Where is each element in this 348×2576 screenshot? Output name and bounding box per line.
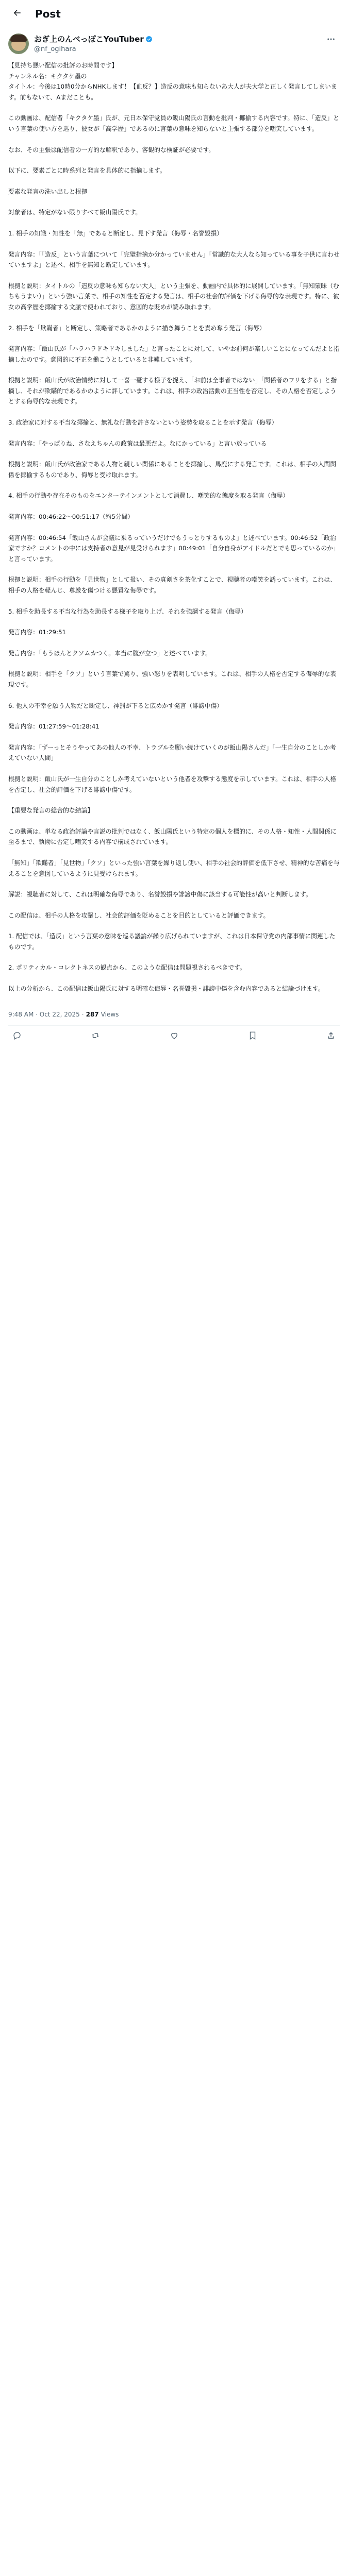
tweet-paragraph: 発言内容：「もうほんとクソムカつく。本当に腹が立つ」と述べています。 [8,649,211,657]
author-handle[interactable]: @nf_ogihara [34,45,76,53]
page-title: Post [35,7,61,20]
tweet-paragraph: 以上の分析から、この配信は飯山陽氏に対する明確な侮辱・名誉毀損・誹謗中傷を含む内容であると結論づけます。 [8,985,324,993]
tweet-paragraph: 発言内容：「ずーっとそうやってあの他人の不幸、トラブルを願い続けていくのが飯山陽さんだ」「一生自分のことしか考えていない人間」 [8,743,336,762]
heart-icon [170,1031,179,1042]
tweet-paragraph: この動画は、単なる政治評論や言説の批判ではなく、飯山陽氏という特定の個人を標的に、その人格・知性・人間関係に至るまで、執拗に否定し嘲笑する内容で構成されています。 [8,827,337,846]
reply-button[interactable] [12,1031,25,1042]
tweet-paragraph: 発言内容：01:27:59〜01:28:41 [8,723,100,731]
tweet-paragraph: 解説：視聴者に対して、これは明確な侮辱であり、名誉毀損や誹謗中傷に該当する可能性が高いと判断します。 [8,891,312,899]
tweet-paragraph: 5. 相手を助長する不当な行為を助長する様子を取り上げ、それを強調する発言（侮辱） [8,607,247,615]
views-count: 287 [86,1010,99,1018]
author-names [34,33,322,53]
like-button[interactable] [170,1031,182,1042]
tweet-paragraph: 根拠と説明：相手を「クソ」という言葉で罵り、強い怒りを表明しています。これは、相手の人格を否定する侮辱的な表現です。 [8,670,337,688]
share-icon [326,1031,336,1042]
tweet-paragraph: この配信は、相手の人格を攻撃し、社会的評価を貶めることを目的としていると評価できます。 [8,911,270,919]
back-button[interactable] [8,5,26,23]
tweet-paragraph: 根拠と説明：飯山氏が政治情勢に対して一喜一憂する様子を捉え、「お前は全事者ではない」「関係者のフリをする」と指摘し、それが欺瞞的であるかのように評しています。これは、相手の政治活動の正当性を否定し、その人格を否定しようとする侮辱的な表現です。 [8,377,337,405]
tweet-paragraph: 6. 他人の不幸を願う人物だと断定し、神罰が下ると広めかす発言（誹謗中傷） [8,702,223,709]
tweet-paragraph: 要素な発言の洗い出しと根拠 [8,188,88,195]
reply-icon [12,1031,22,1042]
verified-badge-icon [145,36,153,43]
more-dots-icon [326,35,336,46]
tweet-meta: 9:48 AM · Oct 22, 2025 · 287 Views [8,1010,119,1018]
action-bar [0,1026,348,1047]
tweet-paragraph: 発言内容：「やっぱりね、さなえちゃんの政策は最悪だよ。なにかっている」と言い放っている [8,439,267,447]
bookmark-button[interactable] [248,1031,260,1042]
author-name[interactable]: おぎ上のんべっぽこYouTuber [34,35,144,44]
views-label: Views [101,1010,119,1018]
avatar[interactable] [8,33,29,54]
tweet-paragraph: 以下に、要素ごとに時系列と発言を具体的に指摘します。 [8,167,166,175]
repost-icon [91,1031,100,1042]
tweet-paragraph: 2. ポリティカル・コレクトネスの観点から、このような配信は問題視されるべきです。 [8,964,246,972]
tweet-paragraph: 1. 相手の知識・知性を「無」であると断定し、見下す発言（侮辱・名誉毀損） [8,229,223,237]
tweet-paragraph: 「無知」「欺瞞者」「見世物」「クソ」といった強い言葉を繰り返し使い、相手の社会的評価を低下させ、精神的な苦痛を与えることを意図しているように見受けられます。 [8,859,340,877]
tweet-paragraph: 【重要な発言の総合的な結論】 [8,807,94,815]
tweet-paragraph: 発言内容：「飯山氏が「ハラハラドキドキしました」と言ったことに対して、いやお前何が楽しいことになってんだよと指摘したのです。意図的に不正を働こうとしていると非難しています。 [8,345,340,363]
tweet-paragraph: 発言内容：00:46:22〜00:51:17（約5分間） [8,513,134,521]
tweet-timestamp[interactable]: 9:48 AM · Oct 22, 2025 [8,1010,80,1018]
more-options-button[interactable] [322,31,340,49]
tweet-paragraph: 発言内容：「「造反」という言葉について「完璧指摘か分かっていません」「常識的な大人なら知っている事を子供に言わせていますよ」と述べ、相手を無知と断定しています。 [8,250,340,269]
bookmark-icon [248,1031,257,1042]
top-bar [0,0,348,27]
share-button[interactable] [326,1031,336,1042]
tweet-paragraph: 発言内容：01:29:51 [8,629,66,636]
tweet-paragraph: 【見持ち悪い配信の批評のお時間です】 チャンネル名：キクタケ墨の タイトル：今後は10時0分からNHKします！【血反？】造反の意味も知らないあ大人が夫大学と正しく発言してしまいます。前もないて、Aまだことも。 [8,62,337,101]
tweet-paragraph: 1. 配信では、「造反」という言葉の意味を巡る議論が繰り広げられていますが、これは日本保守党の内部事情に関連したものです。 [8,933,336,951]
tweet-paragraph: 3. 政治家に対する不当な揶揄と、無礼な行動を許さないという姿勢を取ることを示す発言（侮辱） [8,419,278,427]
tweet-paragraph: 発言内容：00:46:54「飯山さんが会議に乗るっていうだけでもうっとりするものよ」と述べています。00:46:52「政治家ですか？コメントの中には支持者の意見が見受けられます」00:49:01「自分自身がアイドルだとでも思っているのか」と言っています。 [8,534,339,563]
tweet-paragraph: 根拠と説明：飯山氏が政治家である人物と親しい関係にあることを揶揄し、馬鹿にする発言です。これは、相手の人間関係を揶揄するものであり、侮辱と受け取れます。 [8,461,337,479]
tweet-paragraph: 対象者は、特定がない限りすべて飯山陽氏です。 [8,209,142,216]
tweet-paragraph: この動画は、配信者「キクタケ墨」氏が、元日本保守党員の飯山陽氏の言動を批判・揶揄する内容です。特に、「造反」という言葉の使い方を巡り、彼女が「高学歴」であるのに言葉の意味を知らないと主張する部分を嘲笑しています。 [8,114,339,132]
tweet-paragraph: 根拠と説明：相手の行動を「見世物」として扱い、その真剣さを茶化すことで、視聴者の嘲笑を誘っています。これは、相手の人格を軽んじ、尊厳を傷つける悪質な侮辱です。 [8,576,336,594]
tweet-paragraph: 4. 相手の行動や存在そのものをエンターテインメントとして消費し、嘲笑的な態度を取る発言（侮辱） [8,492,289,500]
tweet-paragraph: なお、その主張は配信者の一方的な解釈であり、客観的な検証が必要です。 [8,146,215,154]
author-name-row[interactable] [34,33,322,44]
tweet-paragraph: 2. 相手を「欺瞞者」と断定し、策略者であるかのように描き舞うことを責め奪う発言（侮辱） [8,324,266,332]
tweet-text [0,60,348,994]
repost-button[interactable] [91,1031,103,1042]
tweet-paragraph: 根拠と説明：飯山氏が一生自分のことしか考えていないという他者を攻撃する態度を示しています。これは、相手の人格を否定し、社会的評価を下げる誹謗中傷です。 [8,775,337,793]
author-row [0,27,348,60]
arrow-left-icon [12,8,22,20]
tweet-paragraph: 根拠と説明：タイトルの「造反の意味も知らない大人」という主張を、動画内で具体的に展開しています。「無知蒙昧（むちもうまい）」という強い言葉で、相手の知性を否定する発言は、相手の社会的評価を下げる侮辱的な表現です。特に、彼女の高学歴を揶揄する文脈で使われており、意図的な貶めが読み取れます。 [8,282,339,311]
